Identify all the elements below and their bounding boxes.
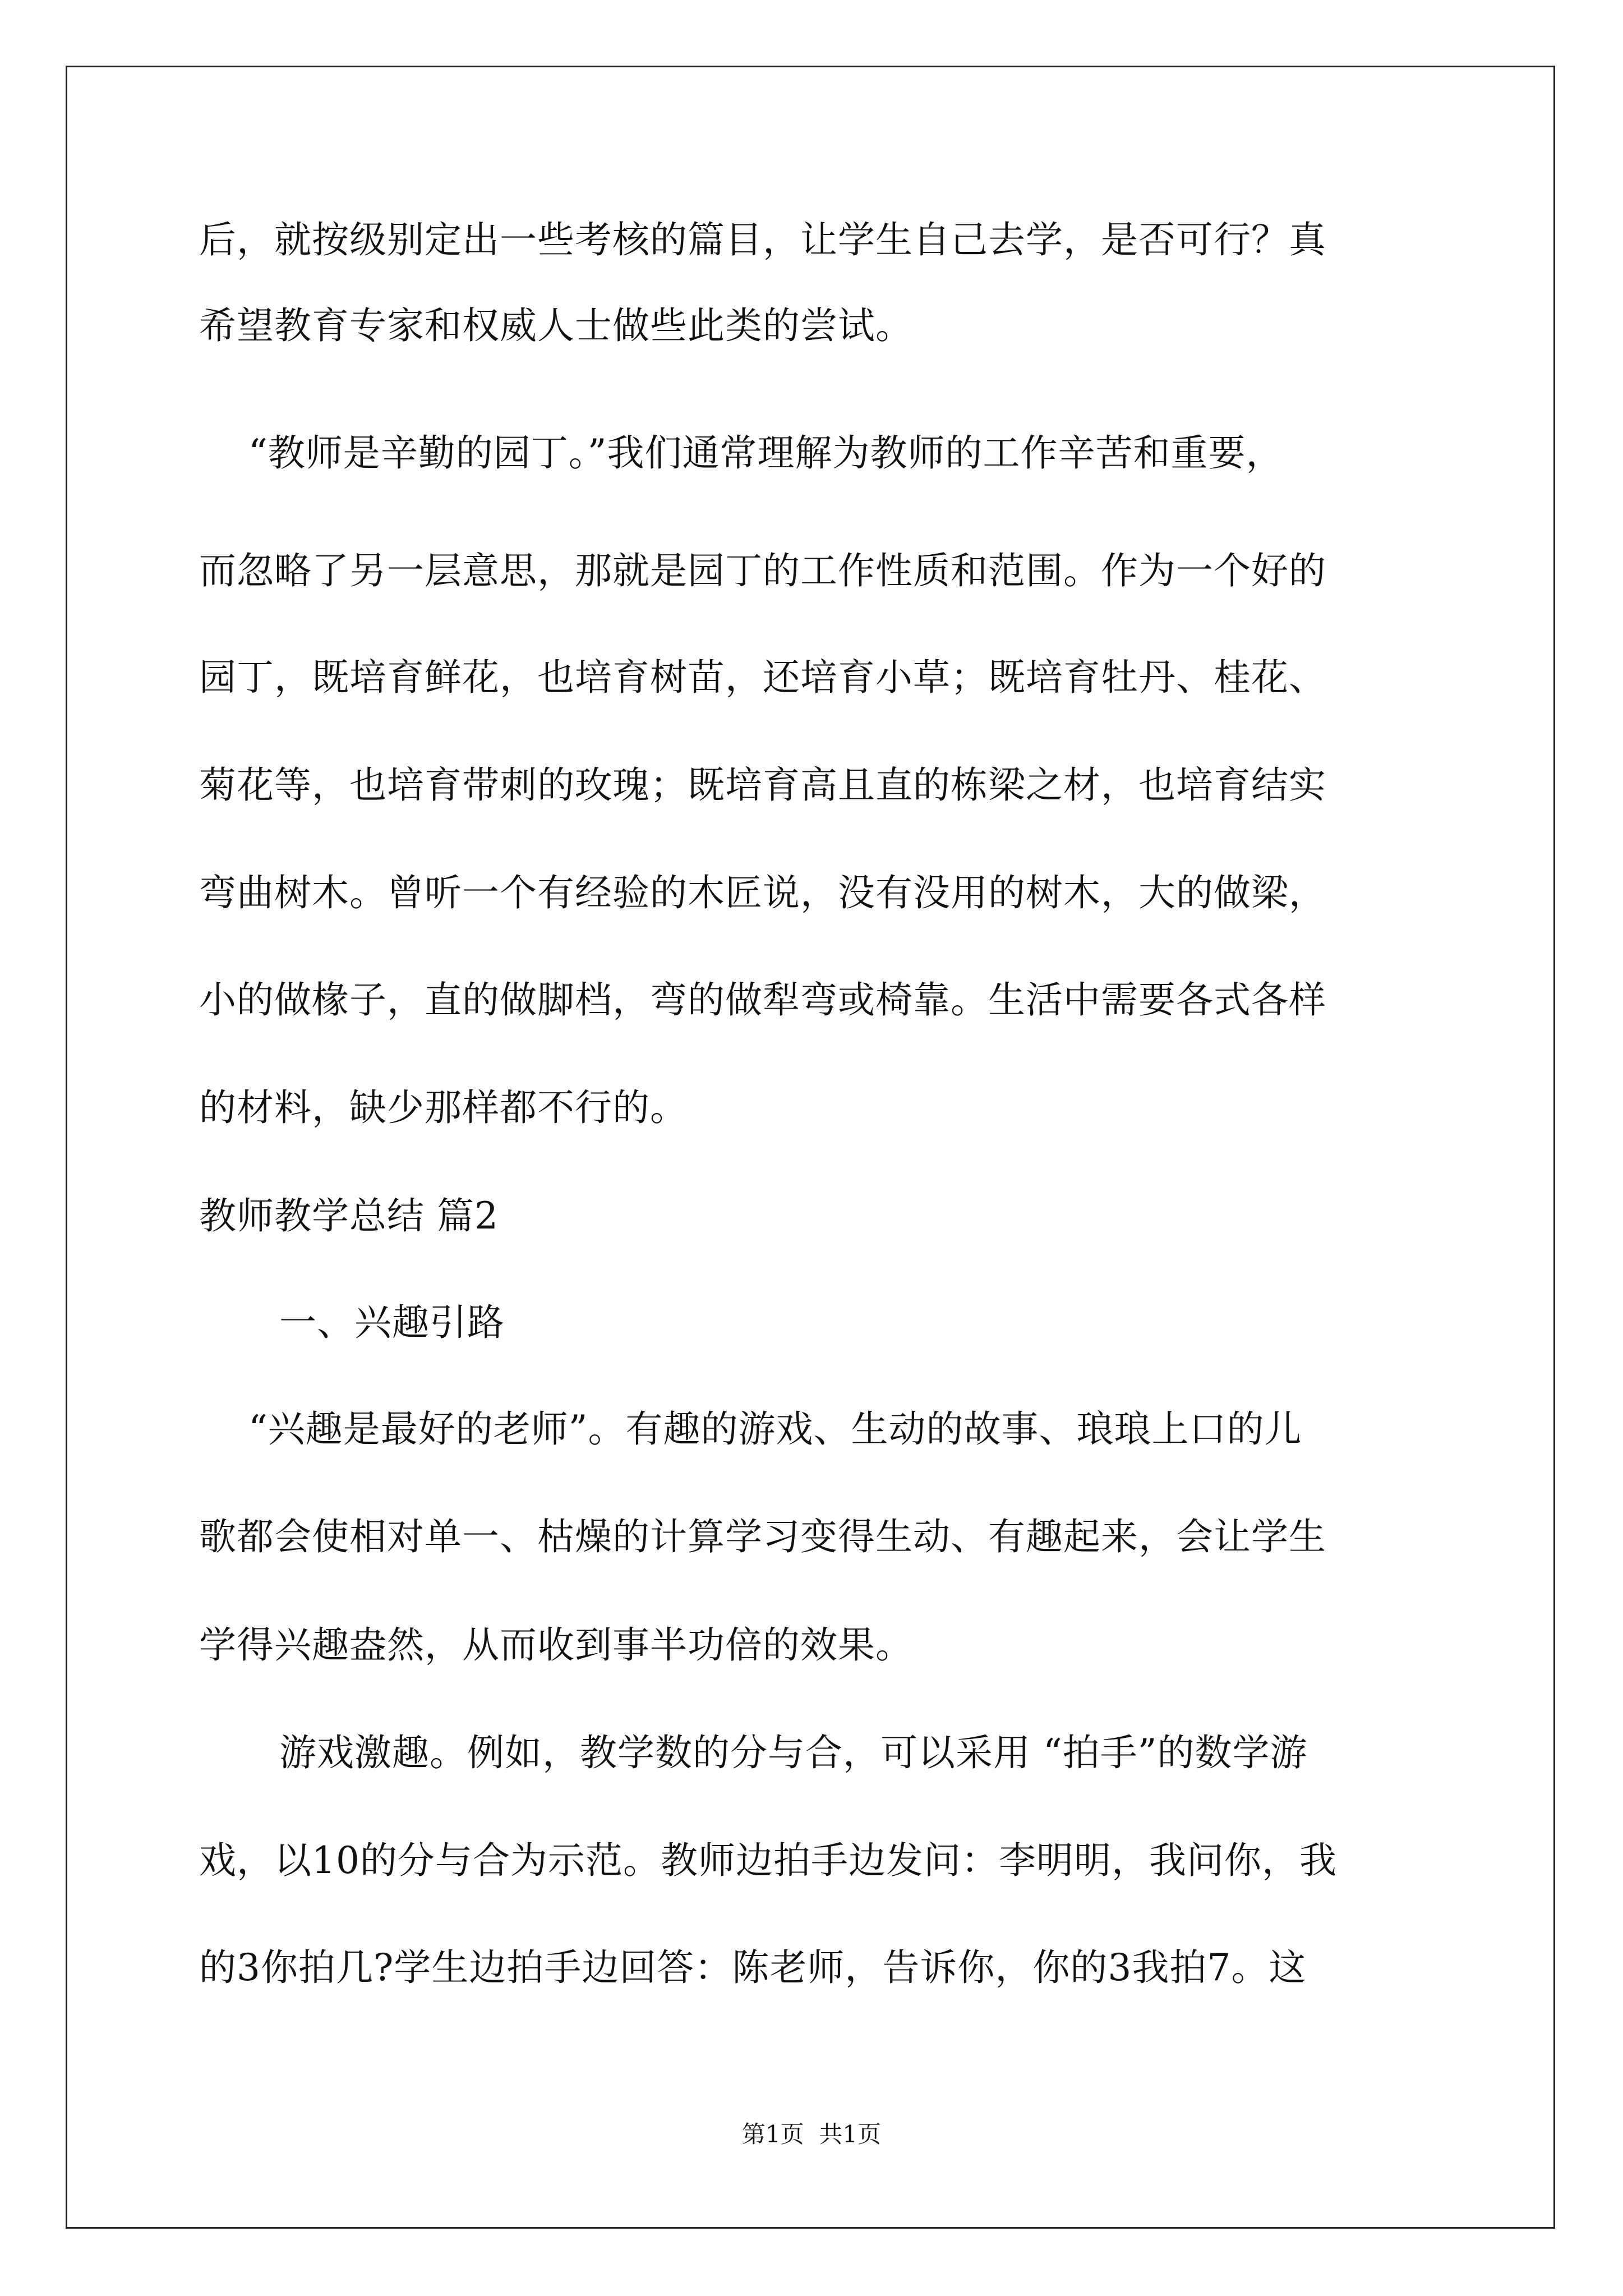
text-line-7: 弯曲树木。曾听一个有经验的木匠说，没有没用的树木，大的做梁， (199, 871, 1326, 914)
page-border (66, 66, 1555, 2229)
text-line-1: 后，就按级别定出一些考核的篇目，让学生自己去学，是否可行？真 (199, 218, 1326, 261)
text-line-13: 歌都会使相对单一、枯燥的计算学习变得生动、有趣起来，会让学生 (199, 1515, 1326, 1558)
text-line-5: 园丁，既培育鲜花，也培育树苗，还培育小草；既培育牡丹、桂花、 (199, 656, 1326, 699)
text-line-9: 的材料，缺少那样都不行的。 (199, 1086, 688, 1129)
section-heading: 教师教学总结 篇2 (199, 1194, 499, 1237)
text-line-8: 小的做椽子，直的做脚档，弯的做犁弯或椅靠。生活中需要各式各样 (199, 978, 1326, 1022)
text-line-3: “教师是辛勤的园丁。”我们通常理解为教师的工作辛苦和重要， (248, 431, 1284, 475)
text-line-16: 戏，以10的分与合为示范。教师边拍手边发问：李明明，我问你，我 (199, 1839, 1337, 1882)
text-line-14: 学得兴趣盎然，从而收到事半功倍的效果。 (199, 1623, 913, 1667)
text-line-6: 菊花等，也培育带刺的玫瑰；既培育高且直的栋梁之材，也培育结实 (199, 763, 1326, 807)
subsection-heading: 一、兴趣引路 (279, 1301, 505, 1344)
text-line-2: 希望教育专家和权威人士做些此类的尝试。 (199, 304, 913, 347)
page-number-footer: 第1页 共1页 (741, 2120, 882, 2148)
text-line-17: 的3你拍几?学生边拍手边回答：陈老师，告诉你，你的3我拍7。这 (199, 1946, 1307, 1989)
text-line-15: 游戏激趣。例如，教学数的分与合，可以采用 “拍手”的数学游 (279, 1731, 1308, 1774)
text-line-12: “兴趣是最好的老师”。有趣的游戏、生动的故事、琅琅上口的儿 (248, 1407, 1302, 1451)
text-line-4: 而忽略了另一层意思，那就是园丁的工作性质和范围。作为一个好的 (199, 549, 1326, 592)
